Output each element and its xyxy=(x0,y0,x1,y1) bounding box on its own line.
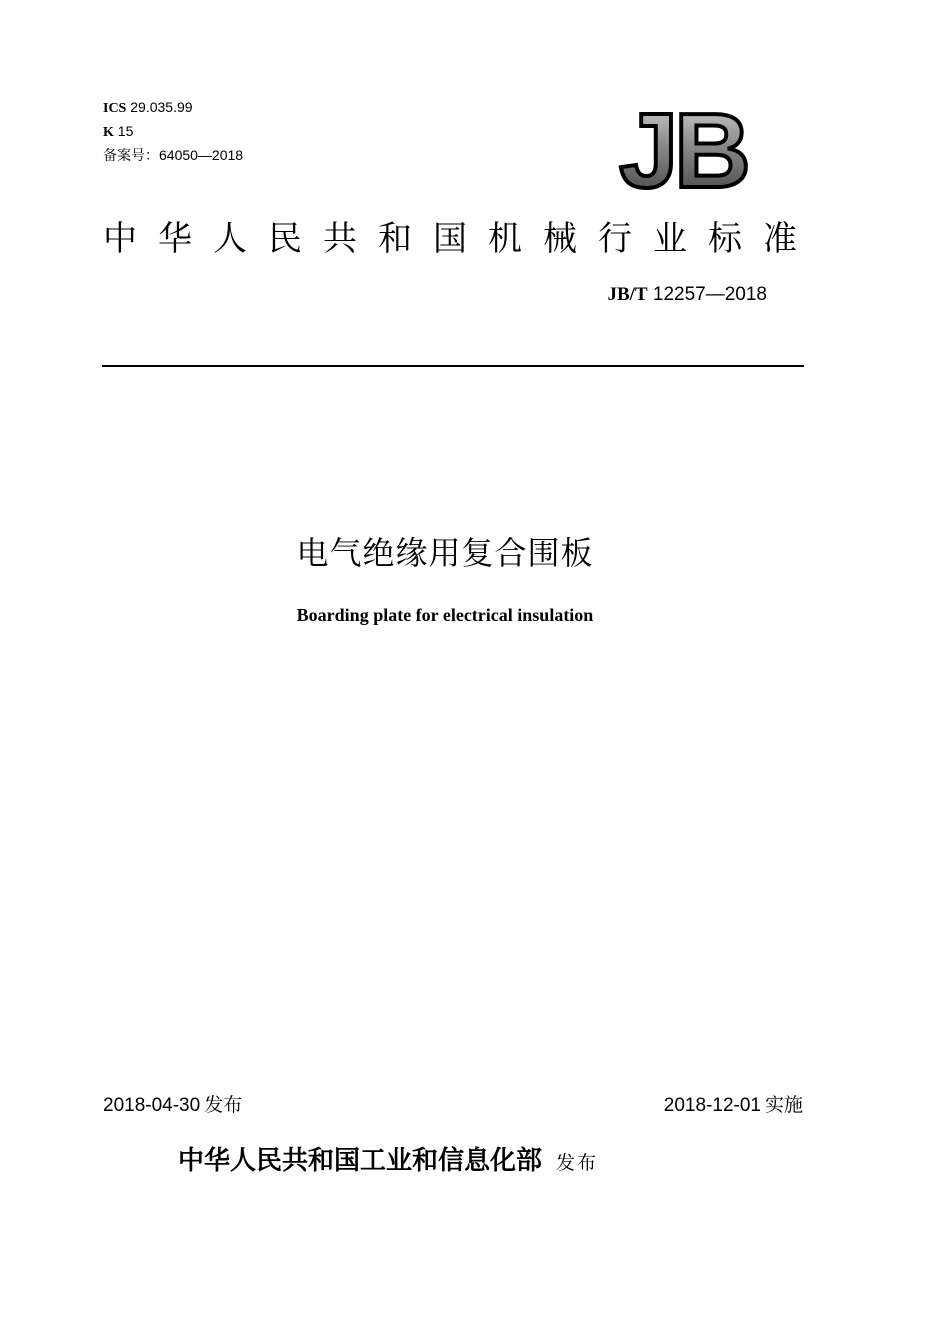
ics-code xyxy=(103,96,243,120)
jb-standard-logo xyxy=(603,100,763,200)
jb-logo-text: JB xyxy=(619,100,747,200)
publisher xyxy=(178,1140,598,1177)
ics-value: 29.035.99 xyxy=(130,99,193,115)
issue-date xyxy=(103,1090,242,1117)
issue-date-label: 发布 xyxy=(204,1094,243,1116)
ccs-label: K xyxy=(103,125,114,140)
document-title-english: Boarding plate for electrical insulation xyxy=(296,605,594,625)
issue-date-value: 2018-04-30 xyxy=(103,1095,201,1116)
standard-number xyxy=(607,284,767,306)
publisher-name: 中华人民共和国工业和信息化部 xyxy=(178,1146,543,1176)
filing-value: 64050—2018 xyxy=(159,147,244,163)
standard-number-prefix: JB/T xyxy=(607,284,648,305)
publisher-label: 发布 xyxy=(556,1152,599,1174)
cover-metadata xyxy=(103,96,243,166)
implementation-date xyxy=(664,1090,803,1117)
filing-label: 备案号： xyxy=(103,147,159,163)
ccs-value: 15 xyxy=(117,123,134,139)
standard-category-title: 中华人民共和国机械行业标准 xyxy=(103,219,818,259)
header-divider xyxy=(102,365,804,367)
ccs-code xyxy=(103,120,243,144)
implementation-date-value: 2018-12-01 xyxy=(663,1095,761,1116)
filing-number xyxy=(103,144,243,166)
standard-number-value: 12257—2018 xyxy=(652,284,767,305)
implementation-date-label: 实施 xyxy=(764,1094,803,1116)
ics-label: ICS xyxy=(103,101,127,116)
document-title-chinese: 电气绝缘用复合围板 xyxy=(296,534,594,572)
